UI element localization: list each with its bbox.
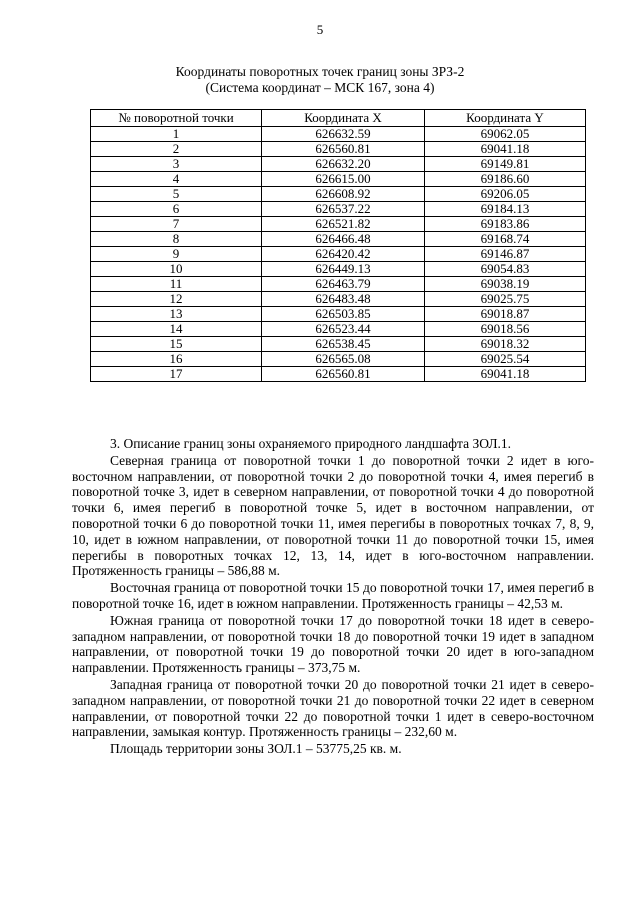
header-coordinate-y: Координата Y (424, 110, 585, 127)
cell-coordinate-y: 69018.32 (424, 337, 585, 352)
paragraph: Северная граница от поворотной точки 1 до поворотной точки 2 идет в юго-восточном направлении, от поворотной точки 2 до поворотной точки 4, имея перегиб в поворотной точке 3, идет в северном направлении, от поворотной точки 4 до поворотной точки 6, имея перегиб в поворотной точке 5, идет в восточном направлении, от поворотной точки 6 до поворотной точки 11, имея перегибы в поворотных точках 7, 8, 9, 10, идет в южном направлении, от поворотной точки 11 до поворотной точки 15, имея перегибы в поворотных точках 12, 13, 14, идет в юго-восточном направлении. Протяженность границы – 586,88 м. (72, 452, 594, 579)
cell-coordinate-x: 626523.44 (262, 322, 425, 337)
paragraph: Восточная граница от поворотной точки 15 до поворотной точки 17, имея перегиб в поворотной точке 16, идет в южном направлении. Протяженность границы – 42,53 м. (72, 580, 594, 611)
table-title-line-1: Координаты поворотных точек границ зоны ЗРЗ-2 (175, 64, 465, 79)
table-row (91, 127, 586, 142)
cell-coordinate-x: 626560.81 (262, 142, 425, 157)
table-row (91, 337, 586, 352)
table-row (91, 322, 586, 337)
cell-coordinate-y: 69184.13 (424, 202, 585, 217)
cell-coordinate-x: 626537.22 (262, 202, 425, 217)
cell-coordinate-y: 69018.87 (424, 307, 585, 322)
cell-point-number: 10 (91, 262, 262, 277)
cell-coordinate-x: 626538.45 (262, 337, 425, 352)
table-row (91, 172, 586, 187)
zone-description (72, 436, 594, 757)
cell-point-number: 8 (91, 232, 262, 247)
table-row (91, 187, 586, 202)
header-coordinate-x: Координата X (262, 110, 425, 127)
cell-coordinate-y: 69146.87 (424, 247, 585, 262)
table-row (91, 232, 586, 247)
cell-coordinate-x: 626632.20 (262, 157, 425, 172)
cell-coordinate-x: 626420.42 (262, 247, 425, 262)
table-row (91, 307, 586, 322)
cell-point-number: 4 (91, 172, 262, 187)
cell-point-number: 17 (91, 367, 262, 382)
cell-coordinate-y: 69206.05 (424, 187, 585, 202)
cell-coordinate-x: 626560.81 (262, 367, 425, 382)
cell-point-number: 14 (91, 322, 262, 337)
cell-coordinate-x: 626463.79 (262, 277, 425, 292)
table-header-row (91, 110, 586, 127)
cell-coordinate-y: 69041.18 (424, 367, 585, 382)
cell-coordinate-y: 69186.60 (424, 172, 585, 187)
cell-coordinate-x: 626565.08 (262, 352, 425, 367)
table-body (91, 127, 586, 382)
cell-coordinate-y: 69062.05 (424, 127, 585, 142)
cell-point-number: 2 (91, 142, 262, 157)
table-title (0, 64, 640, 96)
paragraph: Западная граница от поворотной точки 20 до поворотной точки 21 идет в северо-западном направлении, от поворотной точки 21 до поворотной точки 22 идет в северном направлении, от поворотной точки 22 до поворотной точки 1 идет в северо-восточном направлении, замыкая контур. Протяженность границы – 232,60 м. (72, 676, 594, 740)
cell-coordinate-y: 69168.74 (424, 232, 585, 247)
cell-point-number: 15 (91, 337, 262, 352)
cell-coordinate-x: 626503.85 (262, 307, 425, 322)
coordinates-table (90, 109, 586, 382)
cell-point-number: 1 (91, 127, 262, 142)
cell-coordinate-x: 626466.48 (262, 232, 425, 247)
cell-coordinate-y: 69183.86 (424, 217, 585, 232)
table-row (91, 247, 586, 262)
cell-coordinate-x: 626449.13 (262, 262, 425, 277)
section-heading: 3. Описание границ зоны охраняемого природного ландшафта ЗОЛ.1. (110, 436, 511, 451)
cell-coordinate-x: 626632.59 (262, 127, 425, 142)
table-row (91, 352, 586, 367)
header-point-number: № поворотной точки (91, 110, 262, 127)
table-row (91, 367, 586, 382)
paragraph: Площадь территории зоны ЗОЛ.1 – 53775,25 кв. м. (110, 741, 402, 757)
paragraph: Южная граница от поворотной точки 17 до поворотной точки 18 идет в северо-западном направлении, от поворотной точки 18 до поворотной точки 19 идет в западном направлении, от поворотной точки 19 до поворотной точки 20 идет в юго-западном направлении. Протяженность границы – 373,75 м. (72, 612, 594, 676)
cell-coordinate-y: 69038.19 (424, 277, 585, 292)
cell-coordinate-y: 69041.18 (424, 142, 585, 157)
cell-coordinate-y: 69018.56 (424, 322, 585, 337)
cell-point-number: 13 (91, 307, 262, 322)
cell-coordinate-x: 626483.48 (262, 292, 425, 307)
cell-coordinate-x: 626608.92 (262, 187, 425, 202)
table-title-line-2: (Система координат – МСК 167, зона 4) (205, 80, 435, 95)
table-row (91, 292, 586, 307)
cell-coordinate-y: 69025.54 (424, 352, 585, 367)
cell-point-number: 16 (91, 352, 262, 367)
cell-point-number: 6 (91, 202, 262, 217)
cell-point-number: 9 (91, 247, 262, 262)
table-row (91, 217, 586, 232)
cell-point-number: 5 (91, 187, 262, 202)
cell-coordinate-y: 69025.75 (424, 292, 585, 307)
cell-point-number: 12 (91, 292, 262, 307)
cell-point-number: 3 (91, 157, 262, 172)
cell-coordinate-x: 626615.00 (262, 172, 425, 187)
page-number: 5 (316, 22, 324, 37)
table-row (91, 277, 586, 292)
cell-coordinate-y: 69149.81 (424, 157, 585, 172)
table-row (91, 157, 586, 172)
table-row (91, 202, 586, 217)
table-row (91, 142, 586, 157)
cell-coordinate-y: 69054.83 (424, 262, 585, 277)
cell-point-number: 11 (91, 277, 262, 292)
cell-coordinate-x: 626521.82 (262, 217, 425, 232)
table-row (91, 262, 586, 277)
cell-point-number: 7 (91, 217, 262, 232)
